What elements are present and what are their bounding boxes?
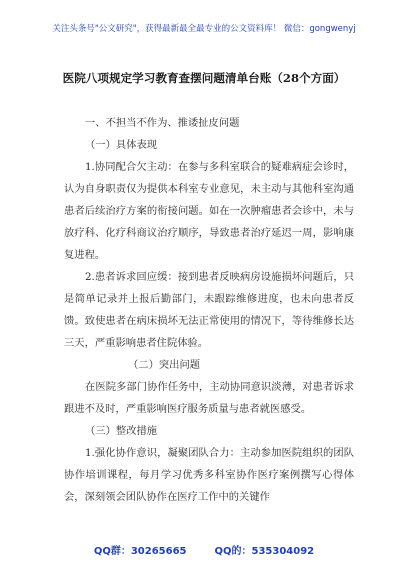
footer-contact [0, 542, 408, 557]
subsection-heading: （二）突出问题 [128, 359, 201, 371]
footer-qq-id: QQ的：535304092 [214, 546, 315, 557]
subsection-heading: （三）整改措施 [85, 425, 158, 437]
paragraph: 在医院多部门协作任务中，主动协同意识淡薄，对患者诉求跟进不及时，严重影响医疗服务质量与患者就医感受。 [64, 381, 354, 415]
footer-qq-group: QQ群：30265665 [93, 546, 187, 557]
document-body [64, 112, 354, 508]
paragraph: 1.协同配合欠主动：在参与多科室联合的疑难病症会诊时，认为自身职责仅为提供本科室专业意见，未主动与其他科室沟通患者后续治疗方案的衔接问题。如在一次肿瘤患者会诊中，未与放疗科、化疗科商议治疗顺序，导致患者治疗延迟一周，影响康复进程。 [64, 161, 354, 261]
section-heading: 一、不担当不作为、推诿扯皮问题 [85, 117, 240, 129]
paragraph: 1.强化协作意识，凝聚团队合力：主动参加医院组织的团队协作培训课程，每月学习优秀多科室协作医疗案例撰写心得体会，深刻领会团队协作在医疗工作中的关键作 [64, 447, 354, 503]
subsection-heading: （一）具体表现 [85, 139, 158, 151]
header-banner: 关注头条号"公文研究"，获得最新最全最专业的公文资料库！ 微信：gongwenyj [52, 24, 356, 34]
paragraph: 2.患者诉求回应缓：接到患者反映病房设施损坏问题后，只是简单记录并上报后勤部门，未跟踪维修进度，也未向患者反馈。致使患者在病床损坏无法正常使用的情况下，等待维修长达三天，严重影响患者住院体验。 [64, 271, 354, 349]
document-title: 医院八项规定学习教育查摆问题清单台账（28个方面） [62, 71, 346, 85]
